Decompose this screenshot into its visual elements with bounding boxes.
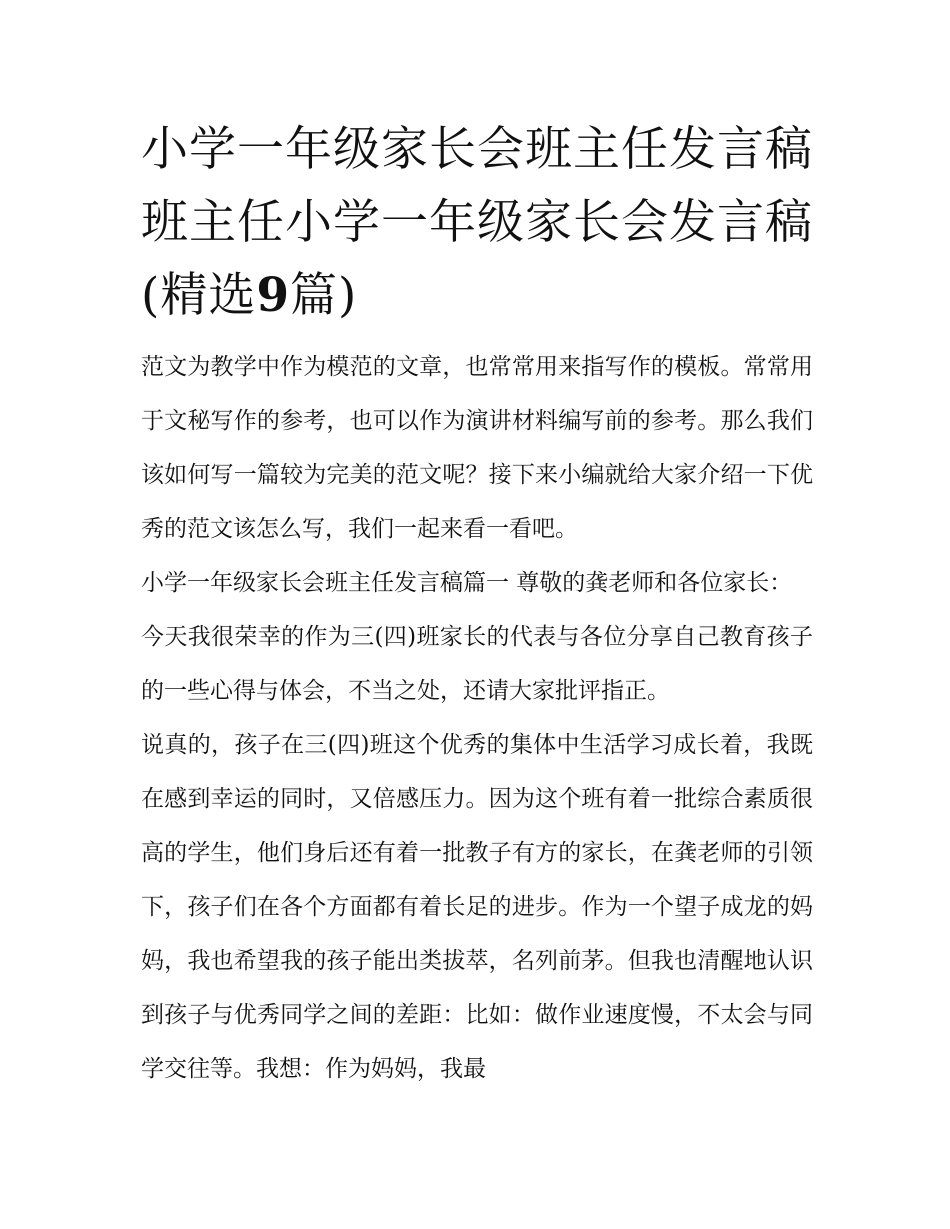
paragraph-greeting: 小学一年级家长会班主任发言稿篇一 尊敬的龚老师和各位家长： [141,570,793,596]
paragraph-main: 说真的，孩子在三(四)班这个优秀的集体中生活学习成长着，我既在感到幸运的同时，又倍感压力。因为这个班有着一批综合素质很高的学生，他们身后还有着一批教子有方的家长，在龚老师的引领下，孩子们在各个方面都有着长足的进步。作为一个望子成龙的妈妈，我也希望我的孩子能出类拔萃，名列前茅。但我也清醒地认识到孩子与优秀同学之间的差距：比如：做作业速度慢，不太会与同学交往等。我想：作为妈妈，我最 [141,732,813,1082]
title-text-part1: 小学一年级家长会班主任发言稿 班主任小学一年级家长会发言稿(精选 [141,122,813,323]
document-content [141,113,813,1096]
title-text-part2: 篇) [290,268,358,323]
paragraph-intro: 范文为教学中作为模范的文章，也常常用来指写作的模板。常常用于文秘写作的参考，也可以作为演讲材料编写前的参考。那么我们该如何写一篇较为完美的范文呢？接下来小编就给大家介绍一下优秀的范文该怎么写，我们一起来看一看吧。 [141,354,813,542]
title-number: 9 [256,268,291,323]
document-body [141,340,813,1096]
document-title [141,113,813,332]
paragraph-opening: 今天我很荣幸的作为三(四)班家长的代表与各位分享自己教育孩子的一些心得与体会，不当之处，还请大家批评指正。 [141,624,813,704]
